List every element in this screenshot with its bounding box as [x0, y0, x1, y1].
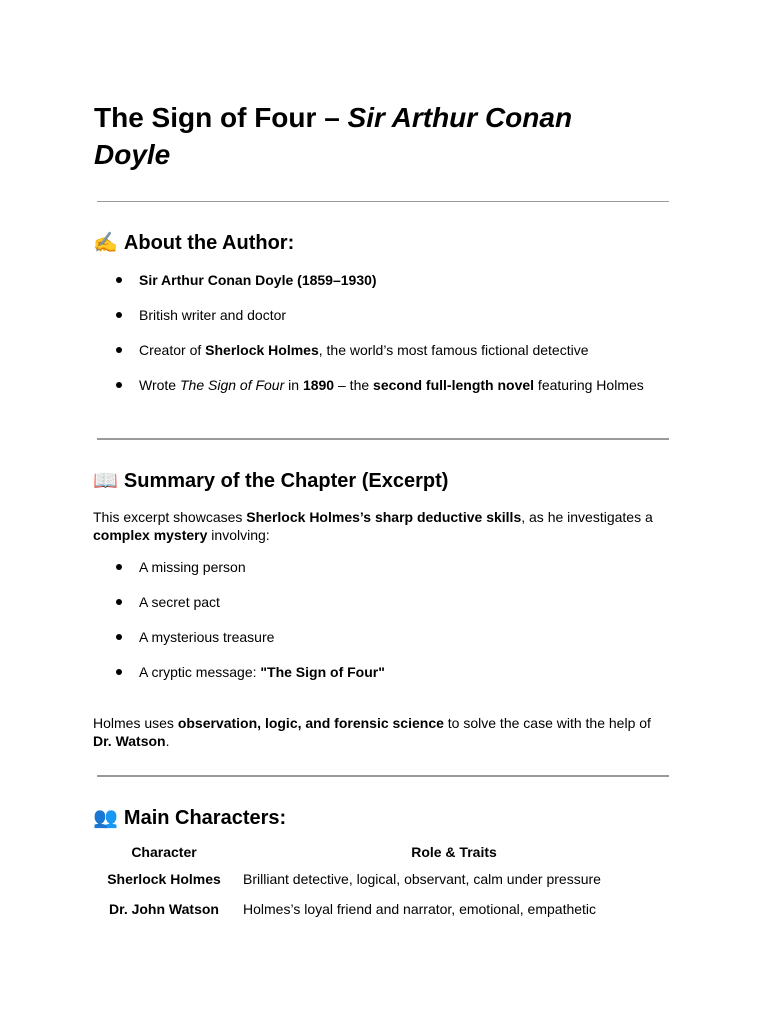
text-run-bold: second full-length novel — [373, 377, 535, 393]
list-item — [93, 341, 673, 376]
text-run: . — [165, 733, 170, 749]
characters-heading-text: Main Characters: — [123, 807, 287, 829]
list-item — [93, 663, 673, 698]
list-item: A mysterious treasure — [93, 628, 673, 663]
list-item — [93, 271, 673, 306]
about-heading-text: About the Author: — [123, 232, 295, 254]
table-row — [93, 864, 673, 894]
text-run-bold: Dr. Watson — [93, 733, 166, 749]
divider — [97, 201, 669, 202]
text-run-bold: observation, logic, and forensic science — [177, 715, 444, 731]
table-header-row — [93, 840, 673, 864]
writing-hand-icon: ✍️ — [93, 230, 118, 254]
title-author: Sir Arthur Conan Doyle — [94, 102, 573, 170]
list-item — [93, 306, 673, 341]
characters-table — [93, 840, 673, 924]
author-name-dates: Sir Arthur Conan Doyle (1859–1930) — [139, 272, 377, 288]
list-item: A missing person — [93, 558, 673, 593]
text-run-bold: complex mystery — [93, 527, 208, 543]
summary-list — [93, 558, 673, 698]
summary-outro — [93, 714, 668, 750]
divider — [97, 775, 669, 777]
text-run-italic: The Sign of Four — [179, 377, 285, 393]
text-run: Holmes uses — [93, 715, 178, 731]
list-item — [93, 376, 673, 411]
column-header-role: Role & Traits — [411, 844, 497, 860]
about-heading — [93, 229, 294, 256]
list-item: A secret pact — [93, 593, 673, 628]
document-title — [94, 99, 654, 173]
text-run-bold: Sherlock Holmes’s sharp deductive skills — [246, 509, 522, 525]
author-profession: British writer and doctor — [139, 307, 287, 323]
text-run-bold: 1890 — [302, 377, 335, 393]
text-run: featuring Holmes — [534, 377, 644, 393]
text-run-bold: Sherlock Holmes — [205, 342, 319, 358]
text-run: involving: — [207, 527, 270, 543]
summary-heading — [93, 467, 448, 494]
table-row — [93, 894, 673, 924]
text-run: , the world’s most famous fictional detective — [318, 342, 589, 358]
open-book-icon: 📖 — [93, 468, 118, 492]
people-icon: 👥 — [93, 805, 118, 829]
summary-intro — [93, 508, 668, 544]
text-run: This excerpt showcases — [93, 509, 247, 525]
text-run: , as he investigates a — [521, 509, 653, 525]
text-run: – the — [334, 377, 374, 393]
characters-heading — [93, 804, 286, 831]
summary-heading-text: Summary of the Chapter (Excerpt) — [123, 470, 449, 492]
text-run: to solve the case with the help of — [443, 715, 651, 731]
character-role: Brilliant detective, logical, observant, calm under pressure — [243, 871, 601, 887]
text-run: Wrote — [139, 377, 180, 393]
about-list — [93, 271, 673, 411]
character-role: Holmes’s loyal friend and narrator, emotional, empathetic — [243, 901, 597, 917]
text-run-bold: "The Sign of Four" — [260, 664, 385, 680]
column-header-character: Character — [131, 844, 197, 860]
text-run: A cryptic message: — [139, 664, 261, 680]
character-name: Dr. John Watson — [109, 901, 219, 917]
text-run: Creator of — [139, 342, 206, 358]
divider — [97, 438, 669, 440]
title-main: The Sign of Four – — [94, 102, 348, 133]
text-run: in — [284, 377, 303, 393]
character-name: Sherlock Holmes — [107, 871, 221, 887]
